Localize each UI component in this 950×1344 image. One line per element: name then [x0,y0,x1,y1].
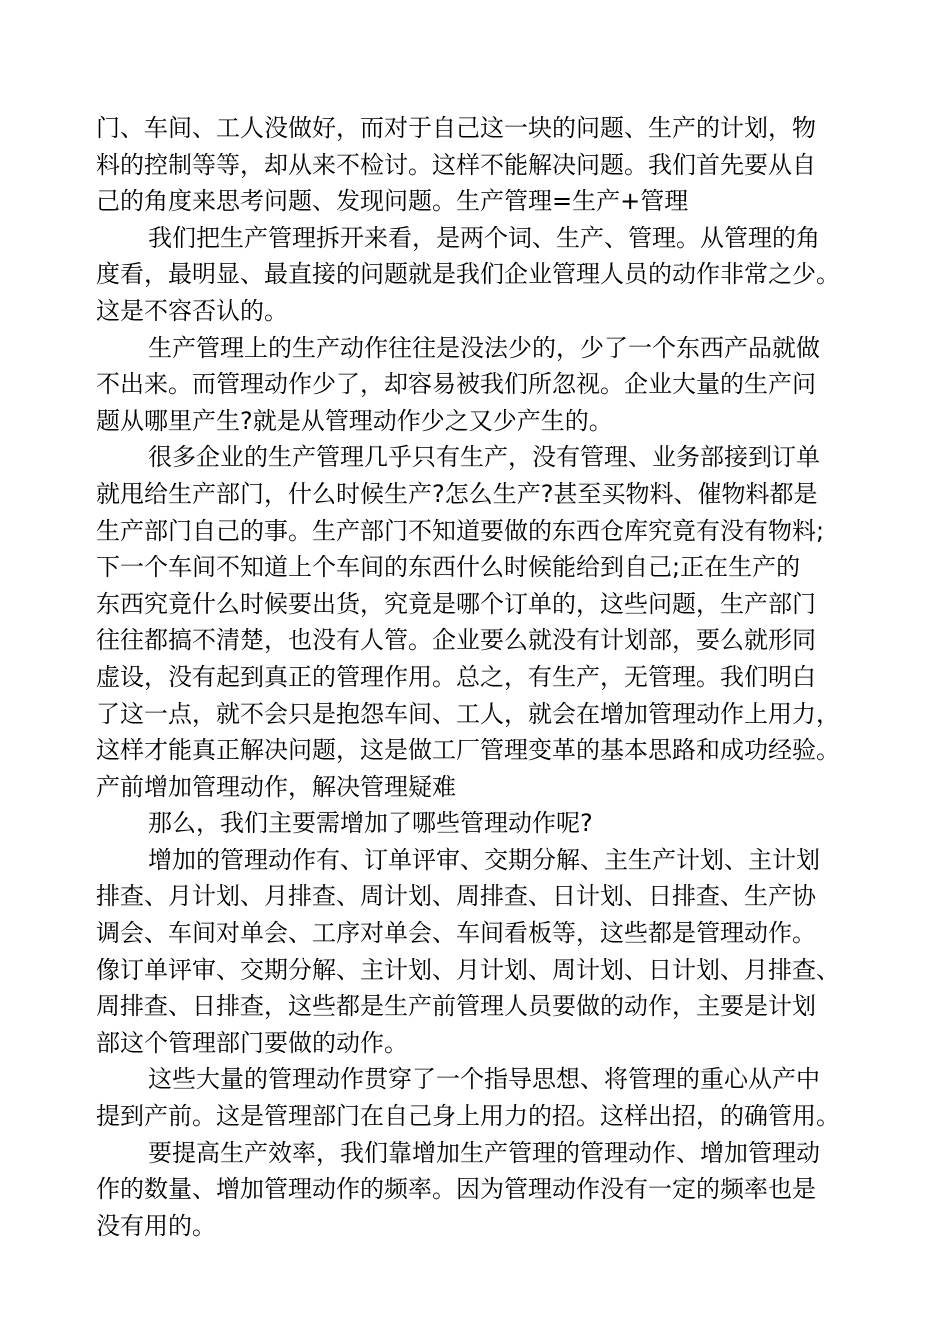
paragraph-start-line: 那么，我们主要需增加了哪些管理动作呢? [148,809,593,838]
text-line: 往往都搞不清楚，也没有人管。企业要么就没有计划部，要么就形同 [96,626,816,655]
paragraph-start-line: 这些大量的管理动作贯穿了一个指导思想、将管理的重心从产中 [148,1065,820,1094]
text-line: 调会、车间对单会、工序对单会、车间看板等，这些都是管理动作。 [96,919,816,948]
text-line: 这样才能真正解决问题，这是做工厂管理变革的基本思路和成功经验。 [96,736,840,765]
text-line: 像订单评审、交期分解、主计划、月计划、周计划、日计划、月排查、 [96,955,840,984]
paragraph-start-line: 增加的管理动作有、订单评审、交期分解、主生产计划、主计划 [148,845,820,874]
text-line: 生产部门自己的事。生产部门不知道要做的东西仓库究竟有没有物料; [96,516,825,545]
text-line: 就甩给生产部门，什么时候生产?怎么生产?甚至买物料、催物料都是 [96,479,818,508]
paragraph-start-line: 生产管理上的生产动作往往是没法少的，少了一个东西产品就做 [148,333,820,362]
text-line: 东西究竟什么时候要出货，究竟是哪个订单的，这些问题，生产部门 [96,589,816,618]
paragraph-start-line: 要提高生产效率，我们靠增加生产管理的管理动作、增加管理动 [148,1138,820,1167]
paragraph-start-line: 很多企业的生产管理几乎只有生产，没有管理、业务部接到订单 [148,443,820,472]
text-line: 不出来。而管理动作少了，却容易被我们所忽视。企业大量的生产问 [96,370,816,399]
text-line: 没有用的。 [96,1211,216,1240]
section-heading-line: 产前增加管理动作，解决管理疑难 [96,772,456,801]
text-line: 门、车间、工人没做好，而对于自己这一块的问题、生产的计划，物 [96,114,816,142]
text-line: 这是不容否认的。 [96,296,288,325]
text-line: 虚设，没有起到真正的管理作用。总之，有生产，无管理。我们明白 [96,662,816,691]
text-line: 部这个管理部门要做的动作。 [96,1028,408,1057]
paragraph-start-line: 我们把生产管理拆开来看，是两个词、生产、管理。从管理的角 [148,223,820,252]
text-line: 题从哪里产生?就是从管理动作少之又少产生的。 [96,406,613,435]
document-page [96,110,856,1244]
text-line: 己的角度来思考问题、发现问题。生产管理=生产+管理 [96,187,689,216]
text-line: 作的数量、增加管理动作的频率。因为管理动作没有一定的频率也是 [96,1175,816,1204]
text-line: 提到产前。这是管理部门在自己身上用力的招。这样出招，的确管用。 [96,1102,840,1131]
text-line: 了这一点，就不会只是抱怨车间、工人，就会在增加管理动作上用力， [96,699,840,728]
text-line: 料的控制等等，却从来不检讨。这样不能解决问题。我们首先要从自 [96,150,816,179]
text-line: 周排查、日排查，这些都是生产前管理人员要做的动作，主要是计划 [96,992,816,1021]
text-line: 下一个车间不知道上个车间的东西什么时候能给到自己;正在生产的 [96,553,801,582]
text-line: 排查、月计划、月排查、周计划、周排查、日计划、日排查、生产协 [96,882,816,911]
text-line: 度看，最明显、最直接的问题就是我们企业管理人员的动作非常之少。 [96,260,840,289]
